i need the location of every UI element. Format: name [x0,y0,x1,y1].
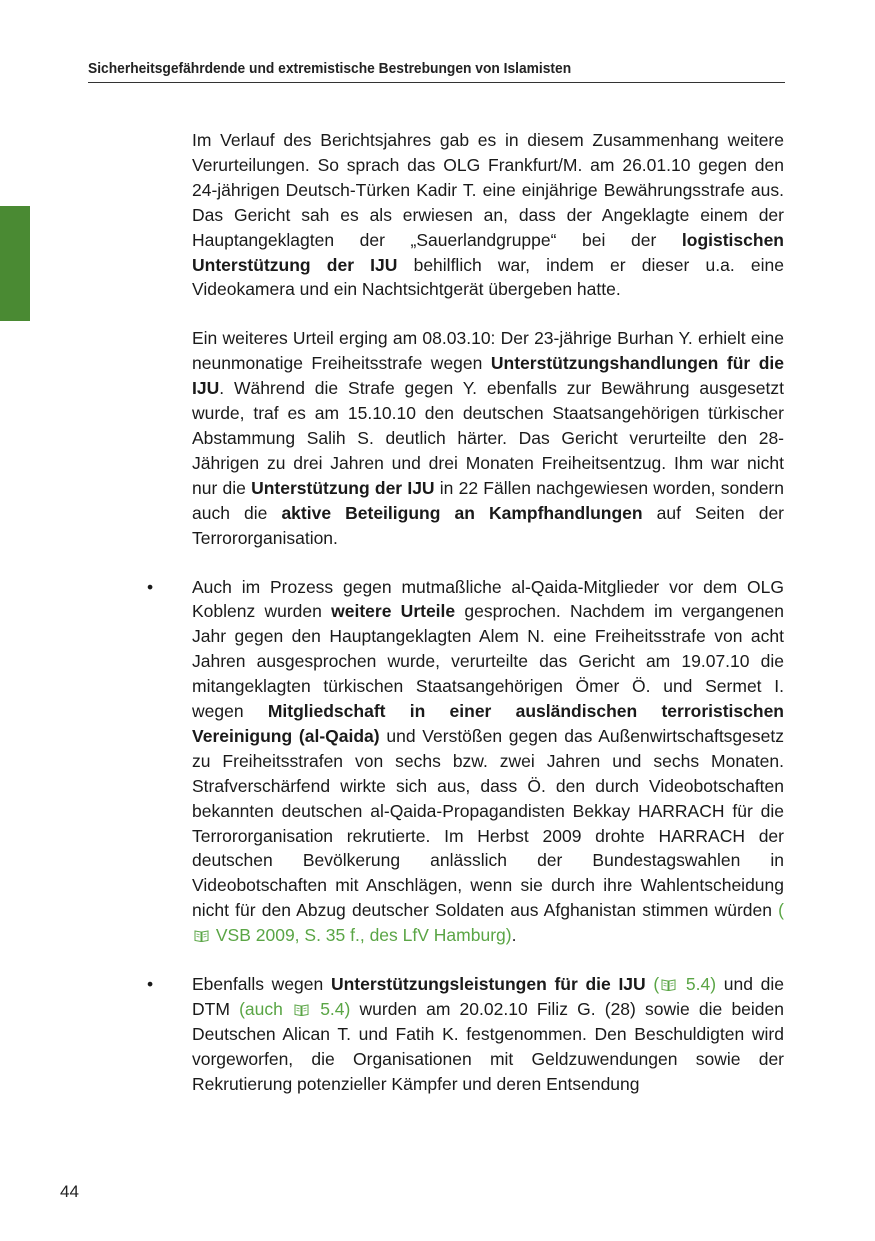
text-run: Im Verlauf des Berichtsjahres gab es in diesem Zusammenhang weitere Verurteilungen. So sprach das OLG Frankfurt/M. am 26.01.10 gegen den 24-jährigen Deutsch-Türken Kadir T. eine einjährige Bewährungsstrafe aus. Das Gericht sah es als erwiesen an, dass der Angeklagte einem der Hauptangeklagten der „Sauerlandgruppe“ bei der [192,130,784,250]
ref-text: 5.4) [311,999,351,1019]
text-run: auf Seiten der Terrororganisation. [192,502,784,548]
ref-bracket: (auch [239,999,293,1019]
ref-text: VSB 2009, S. 35 f., des LfV Hamburg) [211,925,512,946]
emphasis-text: logistischen Unterstützung der IJU [192,229,784,275]
bullet-paragraph-festnahmen [147,972,784,1097]
section-tab-marker [0,206,30,321]
text-run: gesprochen. Nachdem im vergangenen Jahr gegen den Hauptangeklagten Alem N. eine Freiheitsstrafe von acht Jahren ausgesprochen wurde, verurteilte das Gericht am 19.07.10 die mitangeklagten türkischen Staatsangehörigen Ömer Ö. und Sermet I. wegen [192,601,784,722]
text-run: Auch im Prozess gegen mutmaßliche al-Qaida-Mitglieder vor dem OLG Koblenz wurden [192,576,784,622]
ref-text: 5.4) [678,974,717,995]
page-number: 44 [60,1182,79,1201]
text-run: Ebenfalls wegen [192,974,331,995]
paragraph-weiteres-urteil [192,326,784,550]
cross-reference-5-4[interactable] [646,974,716,994]
emphasis-text: Unterstützung der IJU [251,477,435,498]
bullet-marker: • [147,576,154,597]
cross-reference-auch-5-4[interactable] [239,999,350,1019]
text-run: wurden am 20.02.10 Filiz G. (28) sowie die beiden Deutschen Alican T. und Fatih K. festgenommen. Den Beschuldigten wird vorgeworfen, die Organisationen mit Geldzuwendungen sowie der Rekrutierung potenzieller Kämpfer und deren Entsendung [192,999,784,1094]
text-run: in 22 Fällen nachgewiesen worden, sondern auch die [192,477,784,523]
text-run: Ein weiteres Urteil erging am 08.03.10: Der 23-jährige Burhan Y. erhielt eine neunmonatige Freiheitsstrafe wegen [192,328,784,374]
ref-bracket: ( [778,900,784,921]
text-run: und Verstößen gegen das Außenwirtschaftsgesetz zu Freiheitsstrafen von sechs bzw. zwei Jahren und sechs Monaten. Strafverschärfend wirkte sich aus, dass Ö. den durch Videobotschaften bekannten deutschen al-Qaida-Propagandisten Bekkay HARRACH für die Terrororganisation rekrutierte. Im Herbst 2009 drohte HARRACH der deutschen Bevölkerung anlässlich der Bundestagswahlen in Videobotschaften mit Anschlägen, wenn sie durch ihre Wahlentscheidung nicht für den Abzug deutscher Soldaten aus Afghanistan stimmen würden [192,725,784,921]
body-text [147,128,784,1121]
bullet-marker: • [147,974,154,995]
emphasis-text: Unterstützungsleistungen für die IJU [330,974,646,995]
book-icon [294,1003,309,1016]
text-run: . [511,925,517,946]
ref-bracket: ( [645,974,660,995]
bullet-paragraph-al-qaida [147,575,784,949]
text-run: . Während die Strafe gegen Y. ebenfalls zur Bewährung ausgesetzt wurde, traf es am 15.10.10 den deutschen Staatsangehörigen türkischer Abstammung Salih S. deutlich härter. Das Gericht verurteilte den 28-Jährigen zu drei Jahren und drei Monaten Freiheitsentzug. Ihm war nicht nur die [192,378,784,498]
paragraph-verurteilungen [192,128,784,302]
running-header: Sicherheitsgefährdende und extremistische Bestrebungen von Islamisten [88,60,572,77]
text-run: und die DTM [192,974,784,1019]
emphasis-text: aktive Beteiligung an Kampfhandlungen [281,502,643,523]
emphasis-text: Mitgliedschaft in einer ausländischen terroristischen Vereinigung (al-Qaida) [192,701,784,746]
text-run: behilflich war, indem er dieser u.a. eine Videokamera und ein Nachtsichtgerät übergeben hatte. [192,254,784,300]
header-divider [88,82,785,83]
book-icon [661,978,676,991]
emphasis-text: Unterstützungshandlungen für die IJU [192,353,784,399]
emphasis-text: weitere Urteile [331,601,456,622]
book-icon [194,929,209,942]
